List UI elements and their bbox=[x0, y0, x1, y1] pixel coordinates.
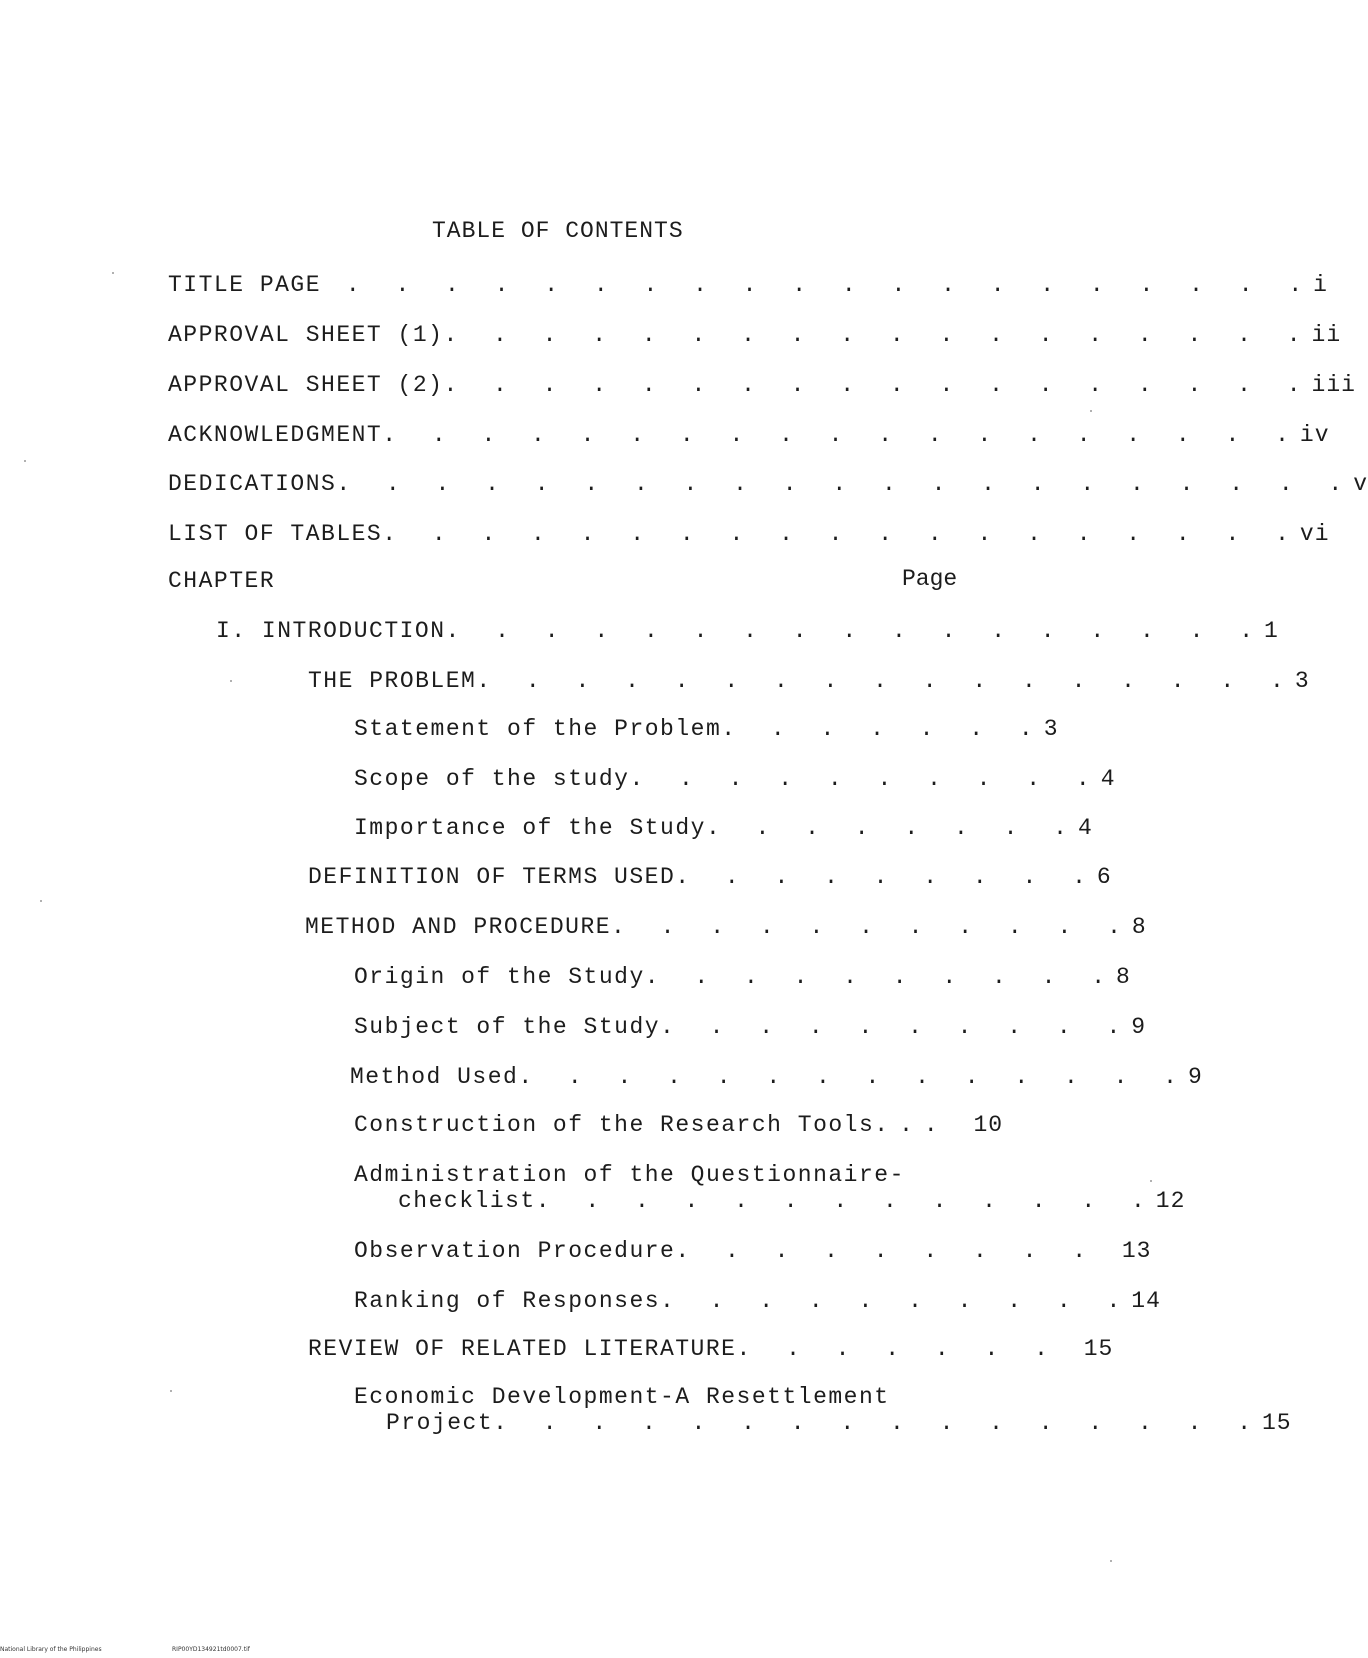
toc-entry: Importance of the Study. . . . . . . .4 bbox=[354, 815, 1093, 841]
toc-page: 14 bbox=[1131, 1288, 1161, 1314]
toc-entry: Method Used. . . . . . . . . . . . . .9 bbox=[350, 1064, 1203, 1090]
toc-label: Economic Development-A Resettlement bbox=[354, 1384, 890, 1410]
toc-entry-continuation: checklist. . . . . . . . . . . . .12 bbox=[398, 1188, 1186, 1214]
toc-page: 8 bbox=[1116, 964, 1131, 990]
scan-speck bbox=[230, 680, 232, 682]
toc-page: iii bbox=[1311, 372, 1356, 398]
toc-entry: ACKNOWLEDGMENT. . . . . . . . . . . . . . . . . . .iv bbox=[168, 422, 1330, 448]
toc-page: 9 bbox=[1131, 1014, 1147, 1040]
toc-entry: DEFINITION OF TERMS USED. . . . . . . . .6 bbox=[308, 864, 1112, 890]
toc-page: iv bbox=[1299, 422, 1330, 448]
toc-label: Observation Procedure bbox=[354, 1238, 676, 1264]
toc-entry: I. INTRODUCTION. . . . . . . . . . . . . . . . .1 bbox=[216, 618, 1279, 644]
toc-entry: Subject of the Study. . . . . . . . . .9 bbox=[354, 1014, 1147, 1040]
toc-page: 8 bbox=[1131, 914, 1147, 940]
toc-label: Subject of the Study bbox=[354, 1014, 661, 1040]
toc-page: 1 bbox=[1264, 618, 1279, 644]
toc-label: TITLE PAGE bbox=[168, 272, 322, 298]
toc-label: Ranking of Responses bbox=[354, 1288, 661, 1314]
page-title: TABLE OF CONTENTS bbox=[432, 218, 684, 244]
toc-entry: METHOD AND PROCEDURE. . . . . . . . . . .8 bbox=[305, 914, 1147, 940]
toc-entry: Ranking of Responses. . . . . . . . . .14 bbox=[354, 1288, 1161, 1314]
scan-speck bbox=[170, 1390, 172, 1392]
toc-entry bbox=[354, 1162, 905, 1188]
toc-entry: Observation Procedure. . . . . . . . . 13 bbox=[354, 1238, 1152, 1264]
scan-speck bbox=[1110, 1560, 1112, 1562]
footer-filename: RIP00YD134921td0007.tif bbox=[172, 1646, 250, 1653]
toc-label-cont: checklist bbox=[398, 1188, 536, 1214]
toc-label: METHOD AND PROCEDURE bbox=[305, 914, 612, 940]
scan-speck bbox=[1150, 1180, 1152, 1182]
toc-page: 9 bbox=[1188, 1064, 1203, 1090]
toc-page: 15 bbox=[1262, 1410, 1292, 1436]
toc-page: 15 bbox=[1083, 1336, 1114, 1362]
toc-page: 6 bbox=[1096, 864, 1112, 890]
toc-entry: Statement of the Problem. . . . . . .3 bbox=[354, 716, 1059, 742]
toc-page: 3 bbox=[1043, 716, 1059, 742]
toc-entry: Scope of the study. . . . . . . . . .4 bbox=[354, 766, 1116, 792]
toc-entry: THE PROBLEM. . . . . . . . . . . . . . . . .3 bbox=[308, 668, 1310, 694]
scan-speck bbox=[1090, 410, 1092, 412]
toc-label: Statement of the Problem bbox=[354, 716, 722, 742]
toc-label: APPROVAL SHEET (2) bbox=[168, 372, 444, 398]
scan-speck bbox=[112, 272, 114, 274]
toc-label: Administration of the Questionnaire- bbox=[354, 1162, 905, 1188]
toc-page: 10 bbox=[973, 1112, 1004, 1138]
toc-page: 3 bbox=[1294, 668, 1310, 694]
toc-page: 4 bbox=[1078, 815, 1093, 841]
toc-label: Method Used bbox=[350, 1064, 519, 1090]
toc-label: REVIEW OF RELATED LITERATURE bbox=[308, 1336, 737, 1362]
toc-label: Scope of the study bbox=[354, 766, 630, 792]
toc-label: DEDICATIONS bbox=[168, 471, 337, 497]
toc-page: 4 bbox=[1100, 766, 1116, 792]
toc-label: DEFINITION OF TERMS USED bbox=[308, 864, 676, 890]
toc-page: vi bbox=[1299, 521, 1330, 547]
toc-entry: APPROVAL SHEET (1). . . . . . . . . . . . . . . . . .ii bbox=[168, 322, 1342, 348]
toc-label: APPROVAL SHEET (1) bbox=[168, 322, 444, 348]
toc-label: Origin of the Study bbox=[354, 964, 645, 990]
toc-label-cont: Project bbox=[386, 1410, 494, 1436]
toc-entry-continuation: Project. . . . . . . . . . . . . . . .15 bbox=[386, 1410, 1292, 1436]
toc-label: ACKNOWLEDGMENT bbox=[168, 422, 383, 448]
scan-speck bbox=[24, 460, 26, 462]
toc-label: LIST OF TABLES bbox=[168, 521, 383, 547]
toc-page: v bbox=[1353, 471, 1368, 497]
toc-entry: APPROVAL SHEET (2). . . . . . . . . . . . . . . . . .iii bbox=[168, 372, 1356, 398]
toc-page: 13 bbox=[1121, 1238, 1152, 1264]
chapter-heading: CHAPTER bbox=[168, 568, 276, 594]
toc-entry: DEDICATIONS. . . . . . . . . . . . . . . . . . . . .v bbox=[168, 471, 1368, 497]
toc-entry bbox=[354, 1384, 890, 1410]
footer-library: National Library of the Philippines bbox=[0, 1646, 102, 1653]
toc-page: i bbox=[1313, 272, 1328, 298]
toc-entry: Construction of the Research Tools... 10 bbox=[354, 1112, 1004, 1138]
toc-entry: Origin of the Study. . . . . . . . . .8 bbox=[354, 964, 1131, 990]
page-heading: Page bbox=[902, 566, 958, 592]
toc-entry: REVIEW OF RELATED LITERATURE. . . . . . . 15 bbox=[308, 1336, 1114, 1362]
toc-label: Importance of the Study bbox=[354, 815, 706, 841]
toc-label: I. INTRODUCTION bbox=[216, 618, 446, 644]
toc-entry: TITLE PAGE . . . . . . . . . . . . . . . . . . . .i bbox=[168, 272, 1328, 298]
scan-speck bbox=[40, 900, 42, 902]
toc-page: ii bbox=[1311, 322, 1342, 348]
toc-page: 12 bbox=[1155, 1188, 1186, 1214]
toc-label: Construction of the Research Tools bbox=[354, 1112, 875, 1138]
toc-entry: LIST OF TABLES. . . . . . . . . . . . . . . . . . .vi bbox=[168, 521, 1330, 547]
toc-label: THE PROBLEM bbox=[308, 668, 477, 694]
